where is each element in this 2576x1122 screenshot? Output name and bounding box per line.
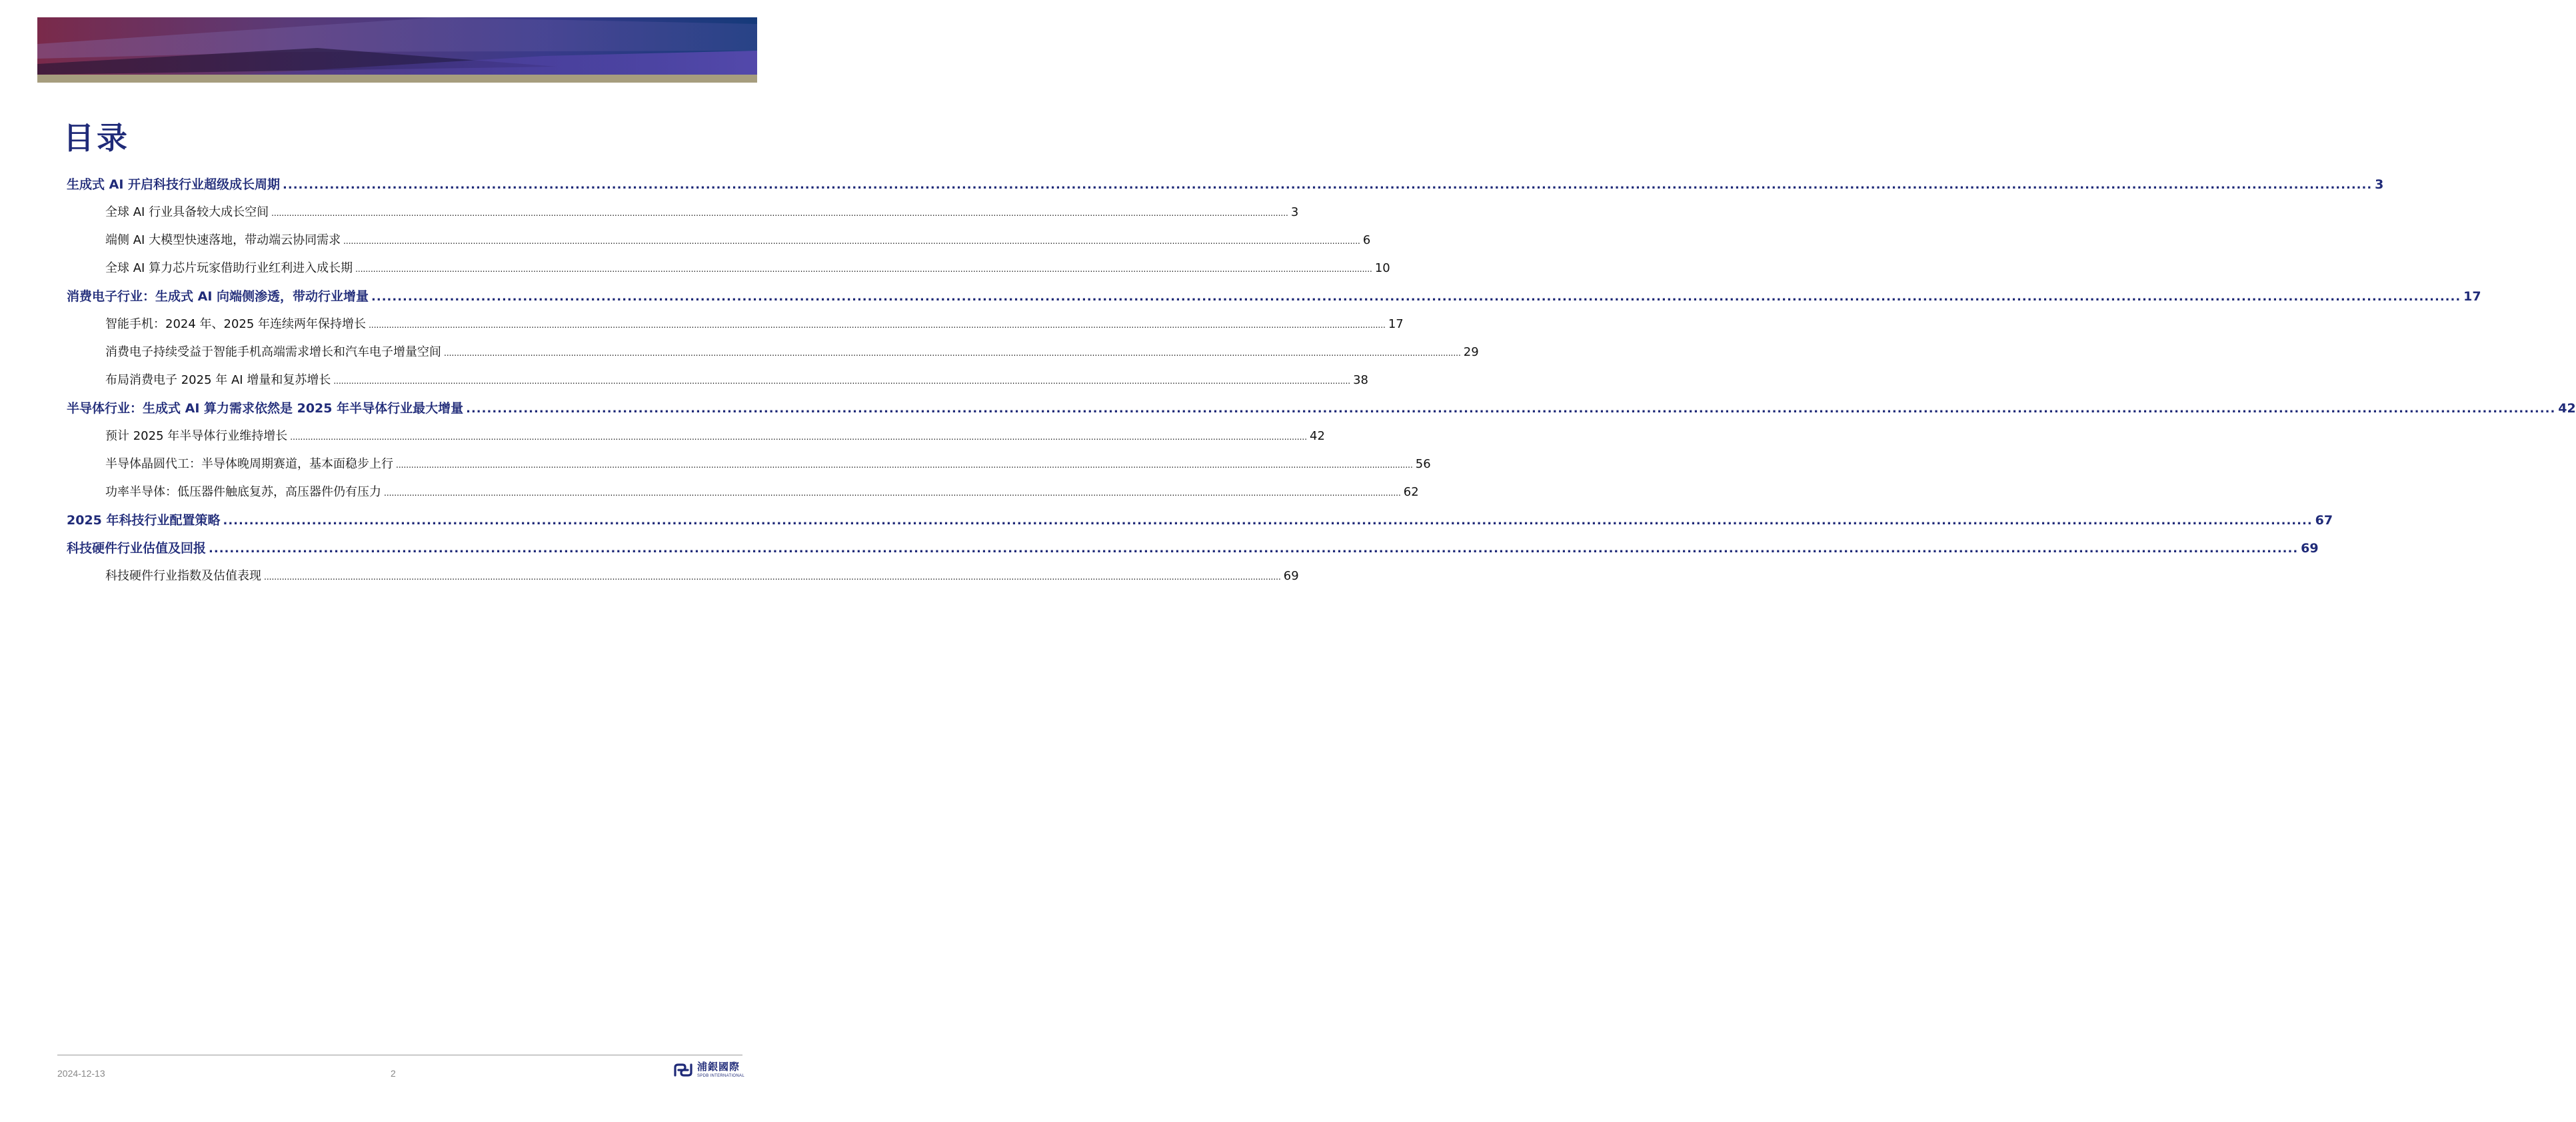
toc-subsection-entry[interactable] [67,426,1325,454]
toc-entry-text: 半导体晶圆代工：半导体晚周期赛道，基本面稳步上行 [105,457,393,471]
toc-section-entry[interactable] [67,538,2319,566]
toc-leader-dots: ................................................................................................................................................................................................................................................................................................................................................................................................................ [223,514,2313,528]
toc-entry-text: 全球 AI 行业具备较大成长空间 [105,205,269,219]
toc-page-number: 17 [1388,317,1404,331]
toc-entry-text: 消费电子持续受益于智能手机高端需求增长和汽车电子增量空间 [105,345,441,359]
toc-entry-text: 科技硬件行业估值及回报 [67,541,207,556]
toc-page-number: 17 [2463,289,2481,304]
logo-english-name: SPDB INTERNATIONAL [697,1074,744,1078]
toc-subsection-entry[interactable] [67,231,1371,259]
toc-entry-text: 科技硬件行业指数及估值表现 [105,569,261,583]
toc-leader-dots: ................................................................................................................................................................................................................................................................................................................................................................................................................ [271,209,1288,218]
toc-entry-text: 预计 2025 年半导体行业维持增长 [105,429,288,443]
toc-section-entry[interactable] [67,175,2384,203]
toc-title: 目录 [63,120,130,156]
logo-chinese-name: 浦銀國際 [697,1061,740,1073]
toc-leader-dots: ................................................................................................................................................................................................................................................................................................................................................................................................................ [369,320,1386,330]
toc-subsection-entry[interactable] [67,454,1431,482]
toc-entry-text: 布局消费电子 2025 年 AI 增量和复苏增长 [105,373,331,387]
toc-entry-text: 生成式 AI 开启科技行业超级成长周期 [67,177,281,192]
spdb-logo-icon [673,1062,693,1078]
toc-leader-dots: ................................................................................................................................................................................................................................................................................................................................................................................................................ [264,572,1281,582]
toc-page-number: 10 [1374,261,1390,275]
header-banner [37,17,757,83]
toc-section-entry[interactable] [67,286,2481,314]
toc-section-entry[interactable] [67,398,2576,426]
toc-entry-text: 智能手机：2024 年、2025 年连续两年保持增长 [105,317,367,331]
toc-leader-dots: ................................................................................................................................................................................................................................................................................................................................................................................................................ [283,178,2373,192]
banner-graphic [37,17,757,83]
toc-page-number: 6 [1362,233,1371,247]
toc-leader-dots: ................................................................................................................................................................................................................................................................................................................................................................................................................ [343,237,1360,246]
toc-page-number: 3 [1290,205,1299,219]
toc-leader-dots: ................................................................................................................................................................................................................................................................................................................................................................................................................ [333,376,1351,386]
toc-subsection-entry[interactable] [67,203,1299,231]
toc-page-number: 38 [1353,373,1369,387]
toc-leader-dots: ................................................................................................................................................................................................................................................................................................................................................................................................................ [355,265,1372,274]
toc-page-number: 69 [1283,569,1299,583]
toc-section-entry[interactable] [67,510,2333,538]
toc-leader-dots: ................................................................................................................................................................................................................................................................................................................................................................................................................ [371,290,2461,304]
company-logo [673,1062,744,1078]
toc-subsection-entry[interactable] [67,370,1369,398]
toc-entry-text: 功率半导体：低压器件触底复苏，高压器件仍有压力 [105,485,381,499]
toc-page-number: 67 [2315,513,2333,528]
toc-leader-dots: ................................................................................................................................................................................................................................................................................................................................................................................................................ [384,488,1401,498]
toc-leader-dots: ................................................................................................................................................................................................................................................................................................................................................................................................................ [290,432,1308,442]
toc-entry-text: 全球 AI 算力芯片玩家借助行业红利进入成长期 [105,261,353,275]
toc-page-number: 42 [2558,401,2576,416]
toc-subsection-entry[interactable] [67,342,1479,370]
toc-entry-text: 消费电子行业：生成式 AI 向端侧渗透，带动行业增量 [67,289,369,304]
toc-entry-text: 半导体行业：生成式 AI 算力需求依然是 2025 年半导体行业最大增量 [67,401,464,416]
table-of-contents [67,175,2576,594]
toc-subsection-entry[interactable] [67,482,1419,510]
toc-leader-dots: ................................................................................................................................................................................................................................................................................................................................................................................................................ [466,402,2556,416]
toc-subsection-entry[interactable] [67,259,1390,286]
toc-leader-dots: ................................................................................................................................................................................................................................................................................................................................................................................................................ [396,460,1413,470]
toc-leader-dots: ................................................................................................................................................................................................................................................................................................................................................................................................................ [444,348,1461,358]
toc-page-number: 42 [1310,429,1325,443]
toc-subsection-entry[interactable] [67,314,1404,342]
toc-page-number: 56 [1415,457,1431,471]
toc-page-number: 62 [1403,485,1419,499]
toc-page-number: 3 [2375,177,2384,192]
toc-leader-dots: ................................................................................................................................................................................................................................................................................................................................................................................................................ [209,542,2299,556]
footer-date: 2024-12-13 [57,1068,105,1079]
toc-page-number: 29 [1463,345,1479,359]
footer-page-number: 2 [391,1068,396,1079]
toc-subsection-entry[interactable] [67,566,1299,594]
toc-page-number: 69 [2301,541,2319,556]
toc-entry-text: 端侧 AI 大模型快速落地，带动端云协同需求 [105,233,341,247]
toc-entry-text: 2025 年科技行业配置策略 [67,513,221,528]
